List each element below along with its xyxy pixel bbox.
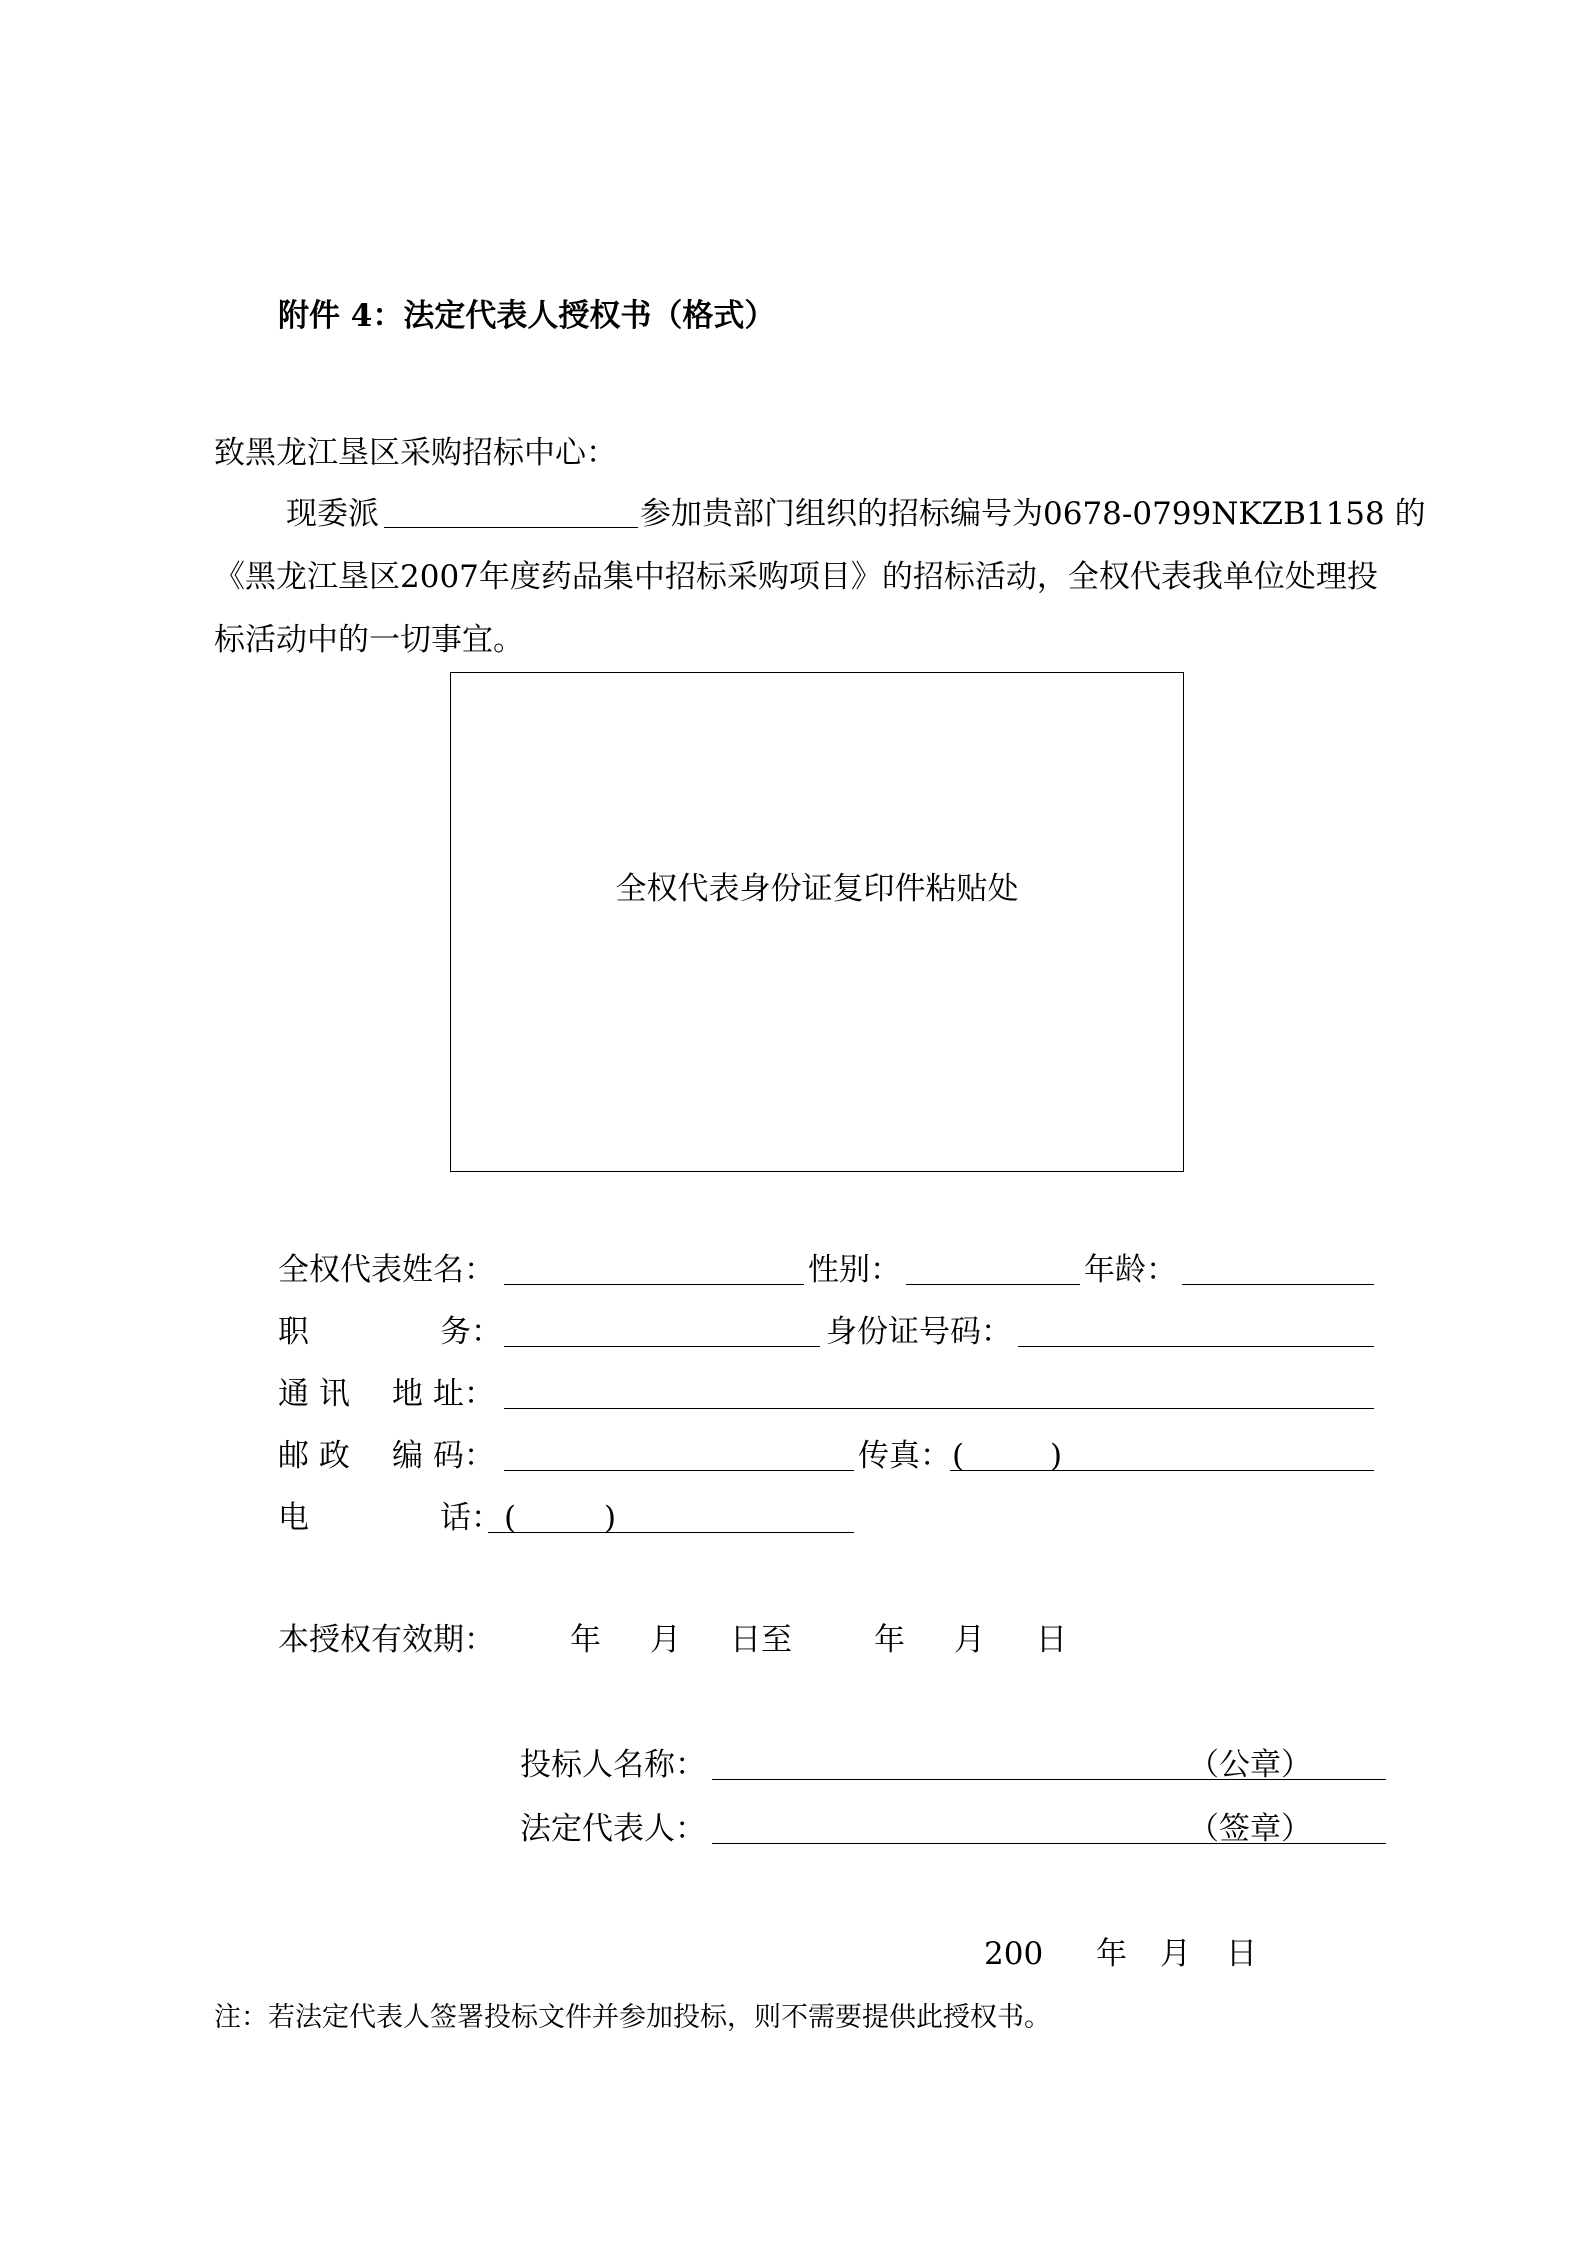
phone-paren-close: )	[604, 1500, 617, 1536]
date-day: 日	[1226, 1936, 1257, 1972]
fax-paren-close: )	[1050, 1438, 1063, 1474]
validity-year-1: 年	[570, 1622, 601, 1658]
id-copy-box	[450, 672, 1184, 1172]
phone-label-b: 话：	[440, 1500, 502, 1536]
position-label-a: 职	[278, 1314, 309, 1350]
bidder-seal: （公章）	[1188, 1747, 1312, 1783]
name-label: 全权代表姓名：	[278, 1252, 495, 1288]
idno-label: 身份证号码：	[826, 1314, 1012, 1350]
age-label: 年龄：	[1084, 1252, 1177, 1288]
validity-day-2: 日	[1036, 1622, 1067, 1658]
position-label-b: 务：	[440, 1314, 502, 1350]
body-line2: 《黑龙江垦区2007年度药品集中招标采购项目》的招标活动，全权代表我单位处理投	[214, 559, 1378, 595]
postcode-label-a: 邮 政	[278, 1438, 350, 1474]
fax-label: 传真：	[858, 1438, 951, 1474]
validity-label: 本授权有效期：	[278, 1622, 495, 1658]
date-year: 年	[1096, 1936, 1127, 1972]
name-field[interactable]	[504, 1284, 804, 1285]
validity-year-2: 年	[874, 1622, 905, 1658]
address-label-b: 地 址：	[392, 1376, 495, 1412]
date-month: 月	[1160, 1936, 1191, 1972]
addressee: 致黑龙江垦区采购招标中心：	[214, 435, 617, 471]
gender-field[interactable]	[906, 1284, 1080, 1285]
phone-field[interactable]	[488, 1532, 854, 1533]
page-title: 附件 4：法定代表人授权书（格式）	[278, 298, 776, 334]
address-label-a: 通 讯	[278, 1376, 350, 1412]
gender-label: 性别：	[808, 1252, 901, 1288]
phone-label-a: 电	[278, 1500, 309, 1536]
address-field[interactable]	[504, 1408, 1374, 1409]
delegate-name-blank[interactable]	[384, 527, 638, 528]
legal-rep-seal: （签章）	[1188, 1811, 1312, 1847]
fax-field[interactable]	[950, 1470, 1374, 1471]
postcode-label-b: 编 码：	[392, 1438, 495, 1474]
bidder-name-label: 投标人名称：	[520, 1747, 706, 1783]
body-line3: 标活动中的一切事宜。	[214, 622, 524, 658]
legal-rep-label: 法定代表人：	[520, 1811, 706, 1847]
footnote: 注：若法定代表人签署投标文件并参加投标，则不需要提供此授权书。	[214, 2002, 1051, 2033]
age-field[interactable]	[1182, 1284, 1374, 1285]
fax-paren-open: (	[952, 1438, 965, 1474]
validity-month-2: 月	[954, 1622, 985, 1658]
idno-field[interactable]	[1018, 1346, 1374, 1347]
validity-day-to: 日至	[730, 1622, 792, 1658]
validity-month-1: 月	[650, 1622, 681, 1658]
id-copy-box-label: 全权代表身份证复印件粘贴处	[615, 871, 1019, 907]
date-year-prefix: 200	[984, 1936, 1044, 1972]
phone-paren-open: (	[504, 1500, 517, 1536]
position-field[interactable]	[504, 1346, 820, 1347]
body-line1-suffix: 参加贵部门组织的招标编号为0678-0799NKZB1158 的	[640, 496, 1426, 532]
postcode-field[interactable]	[504, 1470, 854, 1471]
body-line1-prefix: 现委派	[286, 496, 379, 532]
